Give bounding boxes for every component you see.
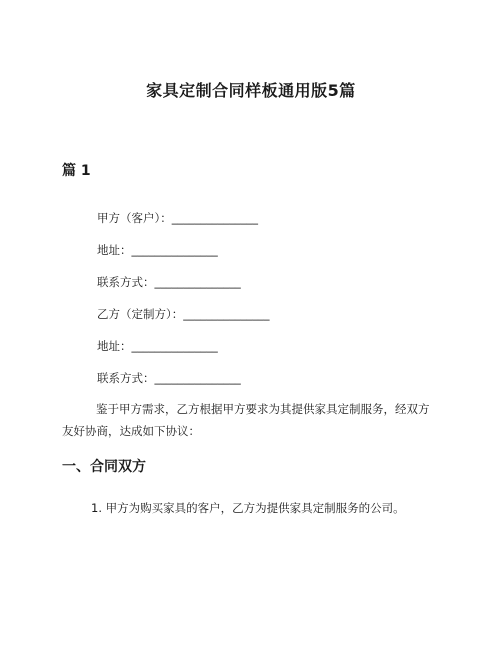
clause-1: 1. 甲方为购买家具的客户，乙方为提供家具定制服务的公司。: [91, 501, 405, 515]
document-title: 家具定制合同样板通用版5篇: [146, 81, 356, 100]
party-a-address-field: 地址：_______________: [97, 243, 218, 257]
party-a-field: 甲方（客户）：_______________: [97, 211, 258, 225]
intro-paragraph: 鉴于甲方需求，乙方根据甲方要求为其提供家具定制服务，经双方友好协商，达成如下协议：: [62, 402, 430, 438]
party-b-address-field: 地址：_______________: [97, 339, 218, 353]
party-b-contact-field: 联系方式：_______________: [97, 371, 241, 385]
subsection-heading-1: 一、合同双方: [62, 459, 146, 475]
party-b-field: 乙方（定制方）：_______________: [97, 307, 270, 321]
section-heading-1: 篇 1: [62, 163, 91, 179]
party-a-contact-field: 联系方式：_______________: [97, 275, 241, 289]
